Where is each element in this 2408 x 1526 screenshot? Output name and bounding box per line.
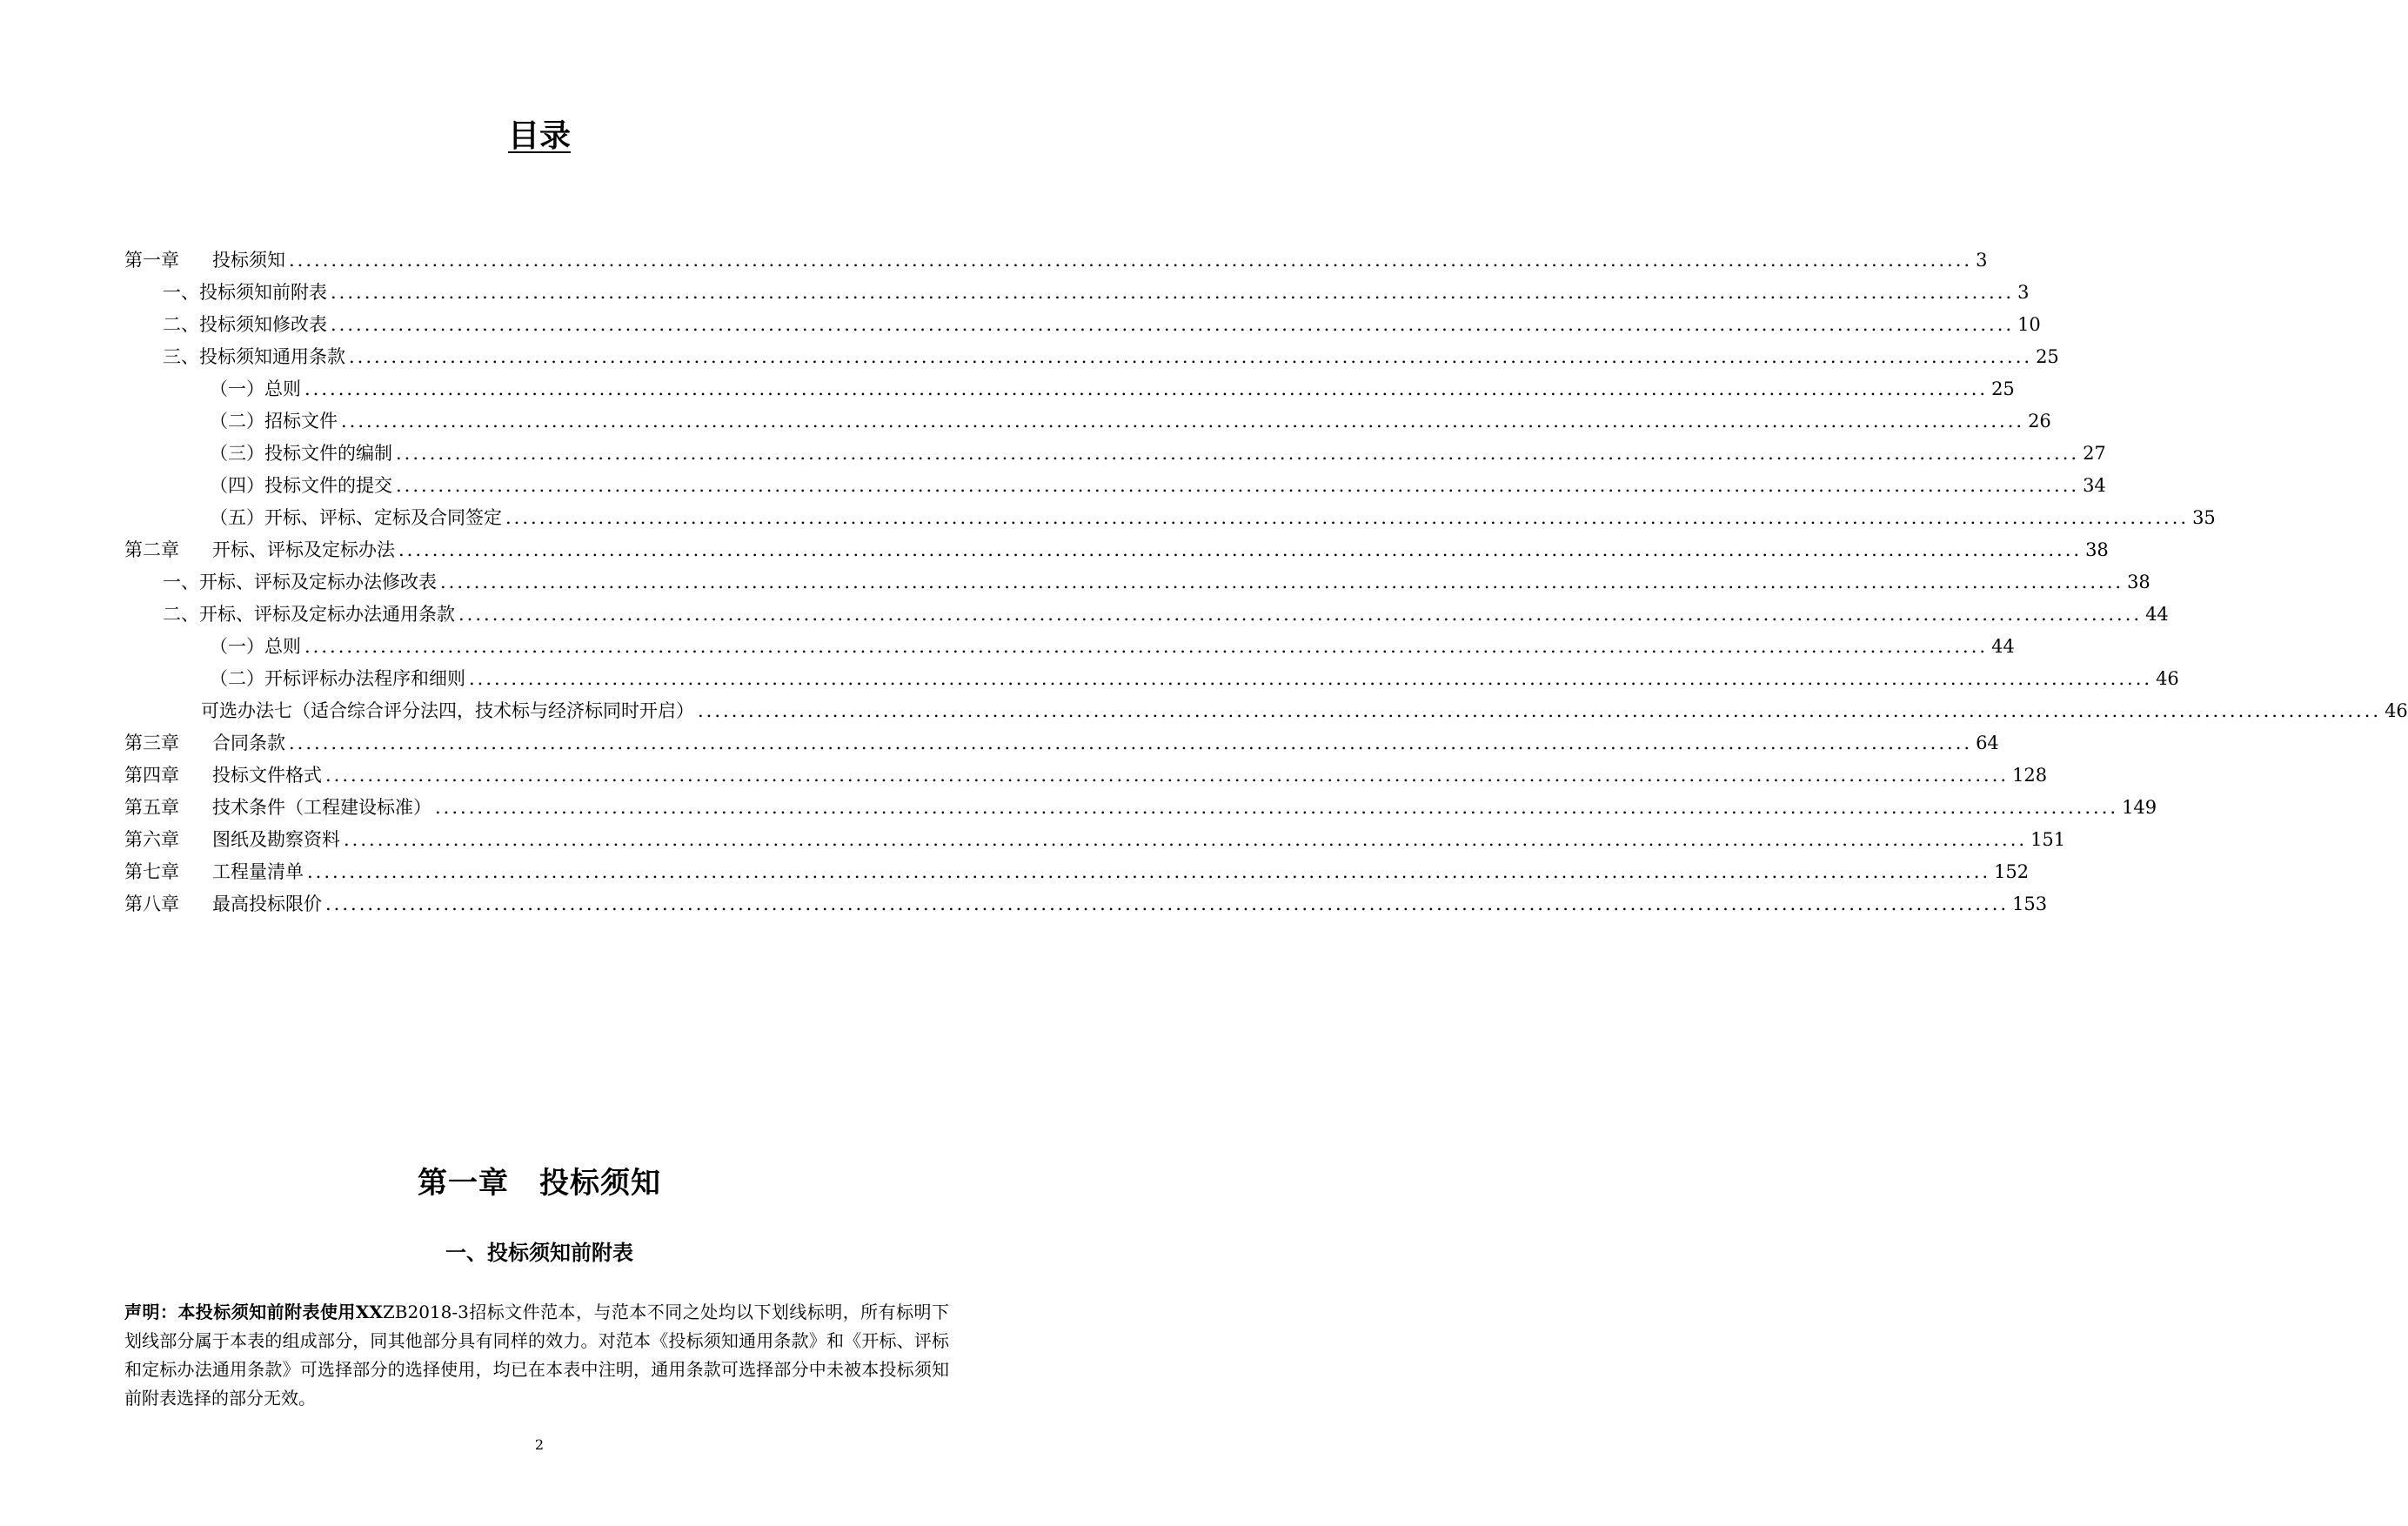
toc-leader: ........................................................................................................................................................................................................ bbox=[331, 282, 2015, 303]
statement-paragraph bbox=[124, 1298, 949, 1413]
toc-leader: ........................................................................................................................................................................................................ bbox=[396, 475, 2080, 496]
statement-lead: 声明：本投标须知前附表使用XX bbox=[124, 1302, 383, 1322]
toc-entry[interactable]: 第七章 工程量清单 ........................................................................................................................................................................................................ 152 bbox=[124, 853, 949, 885]
toc-entry[interactable]: 一、开标、评标及定标办法修改表 ........................................................................................................................................................................................................ 38 bbox=[163, 564, 949, 595]
toc-leader: ........................................................................................................................................................................................................ bbox=[331, 314, 2015, 335]
toc-leader: ........................................................................................................................................................................................................ bbox=[505, 507, 2190, 528]
toc-entry[interactable]: 一、投标须知前附表 ........................................................................................................................................................................................................ 3 bbox=[163, 274, 949, 305]
statement-body: ZB2018-3招标文件范本，与范本不同之处均以下划线标明，所有标明下划线部分属于本表的组成部分，同其他部分具有同样的效力。对范本《投标须知通用条款》和《开标、评标和定标办法通用条款》可选择部分的选择使用，均已在本表中注明，通用条款可选择部分中未被本投标须知前附表选择的部分无效。 bbox=[124, 1302, 949, 1409]
section-heading: 一、投标须知前附表 bbox=[445, 1240, 633, 1265]
toc-leader: ........................................................................................................................................................................................................ bbox=[341, 411, 2025, 432]
toc-entry[interactable]: 可选办法七（适合综合评分法四，技术标与经济标同时开启） ........................................................................................................................................................................................................ 46 bbox=[201, 693, 949, 724]
toc-entry[interactable]: 第六章 图纸及勘察资料 ........................................................................................................................................................................................................ 151 bbox=[124, 821, 949, 853]
toc-entry[interactable]: （二）开标评标办法程序和细则 ........................................................................................................................................................................................................ 46 bbox=[210, 660, 949, 692]
toc-entry[interactable]: 第五章 技术条件（工程建设标准） ........................................................................................................................................................................................................ 149 bbox=[124, 789, 949, 820]
toc-leader: ........................................................................................................................................................................................................ bbox=[396, 443, 2080, 464]
chapter-heading: 第一章 投标须知 bbox=[418, 1166, 661, 1201]
page-number: 2 bbox=[534, 1436, 545, 1453]
toc-entry[interactable]: 第三章 合同条款 ........................................................................................................................................................................................................ 64 bbox=[124, 725, 949, 756]
toc-leader: ........................................................................................................................................................................................................ bbox=[307, 861, 1991, 882]
toc-leader: ........................................................................................................................................................................................................ bbox=[289, 733, 1973, 753]
toc-leader: ........................................................................................................................................................................................................ bbox=[469, 668, 2153, 689]
toc-entry[interactable]: 第二章 开标、评标及定标办法 ........................................................................................................................................................................................................ 38 bbox=[124, 532, 949, 563]
toc-leader: ........................................................................................................................................................................................................ bbox=[440, 572, 2124, 592]
toc-entry[interactable]: 二、投标须知修改表 ........................................................................................................................................................................................................ 10 bbox=[163, 306, 949, 338]
toc-entry[interactable]: （三）投标文件的编制 ........................................................................................................................................................................................................ 27 bbox=[210, 435, 949, 466]
toc-leader: ........................................................................................................................................................................................................ bbox=[698, 700, 2382, 721]
toc-leader: ........................................................................................................................................................................................................ bbox=[458, 604, 2143, 625]
toc-entry[interactable]: （四）投标文件的提交 ........................................................................................................................................................................................................ 34 bbox=[210, 467, 949, 499]
toc-leader: ........................................................................................................................................................................................................ bbox=[435, 797, 2119, 818]
toc-entry[interactable]: （二）招标文件 ........................................................................................................................................................................................................ 26 bbox=[210, 403, 949, 434]
toc-leader: ........................................................................................................................................................................................................ bbox=[325, 765, 2010, 786]
toc-entry[interactable]: （一）总则 ........................................................................................................................................................................................................ 44 bbox=[210, 628, 949, 659]
toc-entry[interactable]: 第四章 投标文件格式 ........................................................................................................................................................................................................ 128 bbox=[124, 757, 949, 788]
toc-entry[interactable]: 三、投标须知通用条款 ........................................................................................................................................................................................................ 25 bbox=[163, 338, 949, 370]
toc-entry[interactable]: 第八章 最高投标限价 ........................................................................................................................................................................................................ 153 bbox=[124, 886, 949, 917]
toc-entry[interactable]: （一）总则 ........................................................................................................................................................................................................ 25 bbox=[210, 371, 949, 402]
toc-leader: ........................................................................................................................................................................................................ bbox=[344, 829, 2028, 850]
toc-entry[interactable]: （五）开标、评标、定标及合同签定 ........................................................................................................................................................................................................ 35 bbox=[210, 499, 949, 531]
toc-leader: ........................................................................................................................................................................................................ bbox=[304, 378, 1989, 399]
toc-leader: ........................................................................................................................................................................................................ bbox=[325, 894, 2010, 914]
toc-leader: ........................................................................................................................................................................................................ bbox=[349, 346, 2033, 367]
toc-leader: ........................................................................................................................................................................................................ bbox=[398, 539, 2083, 560]
toc-leader: ........................................................................................................................................................................................................ bbox=[304, 636, 1989, 657]
toc-leader: ........................................................................................................................................................................................................ bbox=[289, 250, 1973, 271]
toc-entry[interactable]: 第一章 投标须知 ........................................................................................................................................................................................................ 3 bbox=[124, 242, 949, 273]
toc-entry[interactable]: 二、开标、评标及定标办法通用条款 ........................................................................................................................................................................................................ 44 bbox=[163, 596, 949, 627]
toc-title: 目录 bbox=[507, 117, 571, 154]
